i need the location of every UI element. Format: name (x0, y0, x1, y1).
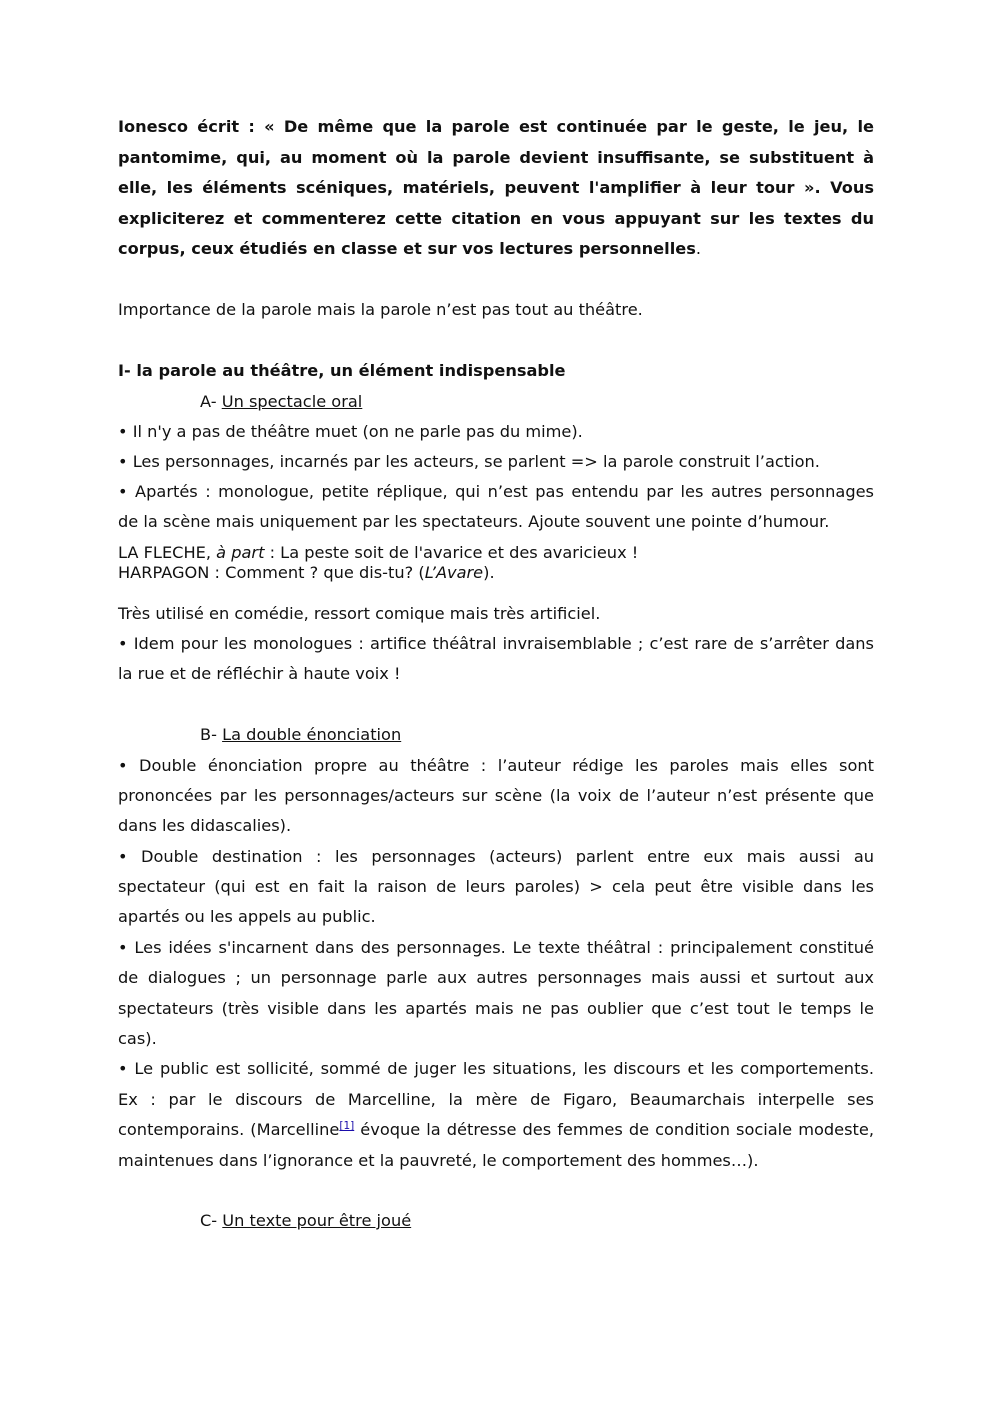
sectionB-line: dans les didascalies). (118, 816, 292, 835)
sectionA-bullet: • Idem pour les monologues : artifice théâtral invraisemblable ; c’est rare de s’arrêter dans (118, 634, 874, 653)
sectionB-line: cas). (118, 1029, 157, 1048)
sectionA-bullet: • Les personnages, incarnés par les acteurs, se parlent => la parole construit l’action. (118, 452, 820, 471)
sectionB-line: de dialogues ; un personnage parle aux autres personnages mais aussi et surtout aux (118, 968, 874, 987)
sectionC-heading: C- Un texte pour être joué (200, 1211, 412, 1230)
sectionA-bullet-cont: la rue et de réfléchir à haute voix ! (118, 664, 401, 683)
sectionB-line: Ex : par le discours de Marcelline, la mère de Figaro, Beaumarchais interpelle ses (118, 1090, 874, 1109)
sectionB-line: • Double énonciation propre au théâtre : l’auteur rédige les paroles mais elles sont (118, 756, 874, 775)
sectionB-line: • Les idées s'incarnent dans des personnages. Le texte théâtral : principalement constitué (118, 938, 874, 957)
sectionB-line: prononcées par les personnages/acteurs sur scène (la voix de l’auteur n’est présente que (118, 786, 874, 805)
question-line: Ionesco écrit : « De même que la parole est continuée par le geste, le jeu, le (118, 117, 874, 136)
quote-harpagon: HARPAGON : Comment ? que dis-tu? (L’Avare). (118, 563, 495, 582)
sectionA-heading: A- Un spectacle oral (200, 392, 363, 411)
sectionB-line: apartés ou les appels au public. (118, 907, 376, 926)
sectionB-line: spectateurs (très visible dans les apartés mais ne pas oublier que c’est tout le temps le (118, 999, 874, 1018)
sectionB-line: maintenues dans l’ignorance et la pauvreté, le comportement des hommes…). (118, 1151, 759, 1170)
sectionB-line: contemporains. (Marcelline[1] évoque la détresse des femmes de condition sociale modeste, (118, 1120, 874, 1139)
part1-heading: I- la parole au théâtre, un élément indispensable (118, 361, 566, 380)
question-line: elle, les éléments scéniques, matériels, peuvent l'amplifier à leur tour ». Vous (118, 178, 874, 197)
question-line: expliciterez et commenterez cette citation en vous appuyant sur les textes du (118, 209, 874, 228)
sectionA-bullet: • Apartés : monologue, petite réplique, qui n’est pas entendu par les autres personnages (118, 482, 874, 501)
sectionA-comment: Très utilisé en comédie, ressort comique mais très artificiel. (118, 604, 601, 623)
footnote-link[interactable]: [1] (339, 1120, 355, 1132)
sectionA-bullet-cont: de la scène mais uniquement par les spectateurs. Ajoute souvent une pointe d’humour. (118, 512, 830, 531)
quote-la-fleche: LA FLECHE, à part : La peste soit de l'avarice et des avaricieux ! (118, 543, 639, 562)
sectionB-line: • Le public est sollicité, sommé de juger les situations, les discours et les comportements. (118, 1059, 874, 1078)
intro-text: Importance de la parole mais la parole n’est pas tout au théâtre. (118, 300, 643, 319)
question-line-last: corpus, ceux étudiés en classe et sur vos lectures personnelles. (118, 239, 702, 258)
sectionB-line: spectateur (qui est en fait la raison de leurs paroles) > cela peut être visible dans les (118, 877, 874, 896)
sectionB-heading: B- La double énonciation (200, 725, 402, 744)
sectionB-line: • Double destination : les personnages (acteurs) parlent entre eux mais aussi au (118, 847, 874, 866)
question-line: pantomime, qui, au moment où la parole devient insuffisante, se substituent à (118, 148, 874, 167)
sectionA-bullet: • Il n'y a pas de théâtre muet (on ne parle pas du mime). (118, 422, 583, 441)
